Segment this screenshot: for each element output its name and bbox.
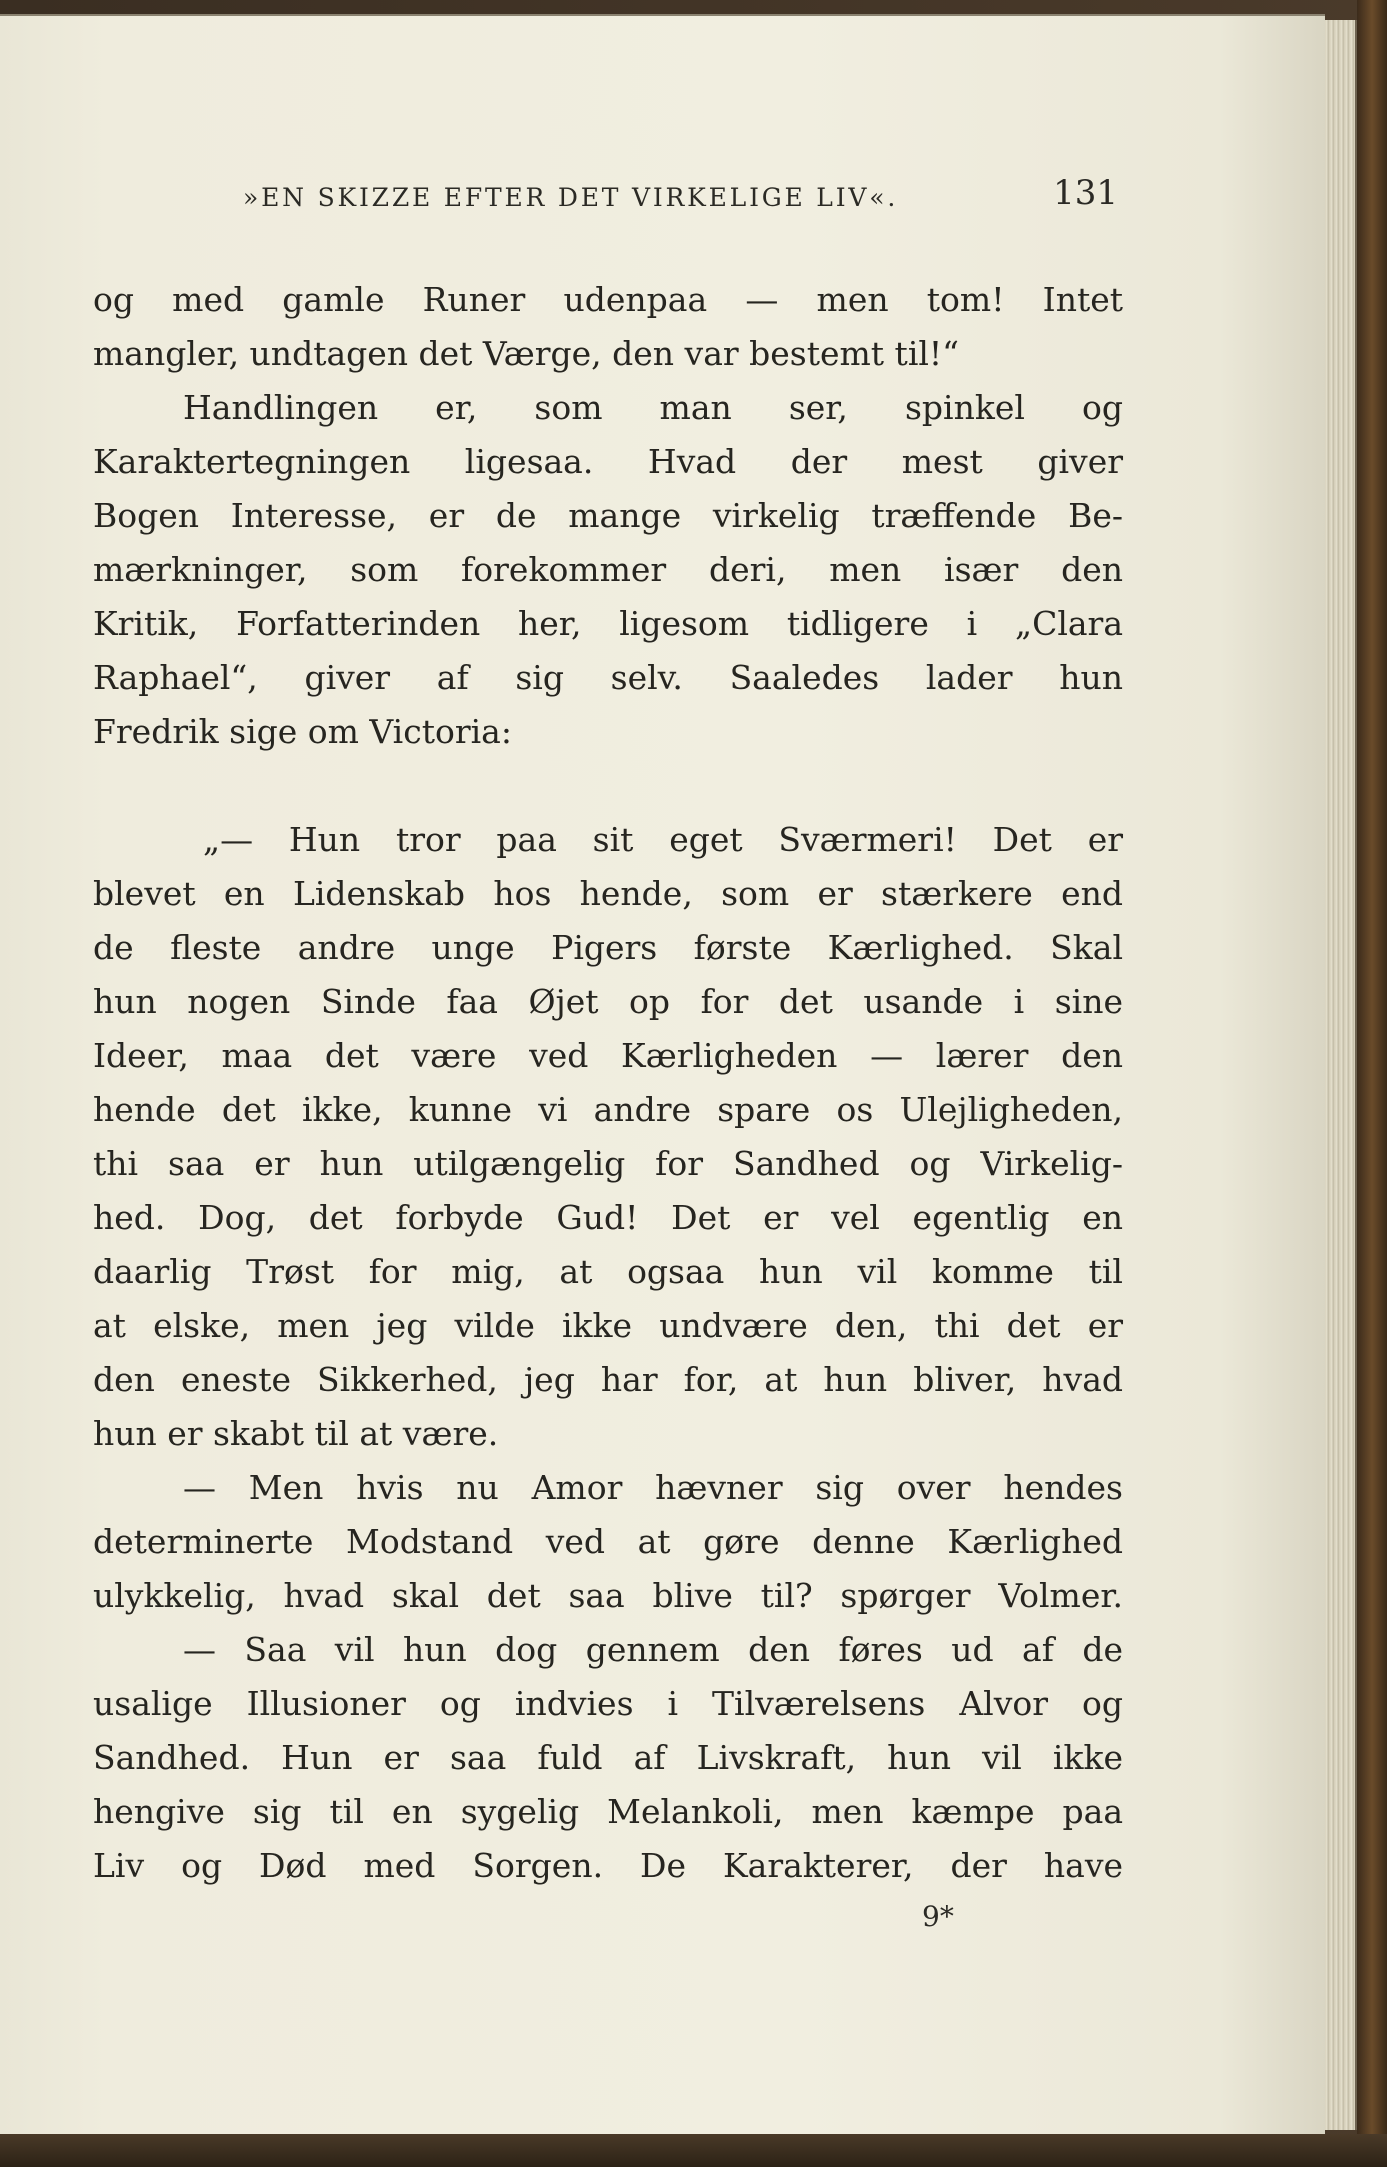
text-line: hed. Dog, det forbyde Gud! Det er vel egentlig en (93, 1198, 1123, 1237)
text-line: mærkninger, som forekommer deri, men især den (93, 550, 1123, 589)
text-line: daarlig Trøst for mig, at ogsaa hun vil komme til (93, 1252, 1123, 1291)
text-line: Kritik, Forfatterinden her, ligesom tidligere i „Clara (93, 604, 1123, 643)
page-edges (1325, 20, 1357, 2130)
text-line: „— Hun tror paa sit eget Sværmeri! Det er (203, 820, 1123, 859)
text-line: Bogen Interesse, er de mange virkelig træffende Be- (93, 496, 1123, 535)
text-line: hende det ikke, kunne vi andre spare os Ulejligheden, (93, 1090, 1123, 1129)
text-line: Sandhed. Hun er saa fuld af Livskraft, hun vil ikke (93, 1738, 1123, 1777)
page-number: 131 (1053, 173, 1118, 213)
book-cover-bottom (0, 2134, 1387, 2167)
text-line: blevet en Lidenskab hos hende, som er stærkere end (93, 874, 1123, 913)
text-line: determinerte Modstand ved at gøre denne Kærlighed (93, 1522, 1123, 1561)
text-line: usalige Illusioner og indvies i Tilværelsens Alvor og (93, 1684, 1123, 1723)
text-line: — Men hvis nu Amor hævner sig over hendes (183, 1468, 1123, 1507)
text-line: ulykkelig, hvad skal det saa blive til? spørger Volmer. (93, 1576, 1123, 1615)
text-line: mangler, undtagen det Værge, den var bestemt til!“ (93, 334, 960, 373)
running-head (243, 175, 1118, 225)
text-line: Karaktertegningen ligesaa. Hvad der mest giver (93, 442, 1123, 481)
text-line: hengive sig til en sygelig Melankoli, men kæmpe paa (93, 1792, 1123, 1831)
text-line: de fleste andre unge Pigers første Kærlighed. Skal (93, 928, 1123, 967)
text-line: thi saa er hun utilgængelig for Sandhed og Virkelig- (93, 1144, 1123, 1183)
text-line: at elske, men jeg vilde ikke undvære den, thi det er (93, 1306, 1123, 1345)
text-line: hun er skabt til at være. (93, 1414, 499, 1453)
text-line: hun nogen Sinde faa Øjet op for det usande i sine (93, 982, 1123, 1021)
signature-mark: 9* (922, 1900, 954, 1933)
text-line: Handlingen er, som man ser, spinkel og (183, 388, 1123, 427)
text-line: — Saa vil hun dog gennem den føres ud af de (183, 1630, 1123, 1669)
text-line: Ideer, maa det være ved Kærligheden — lærer den (93, 1036, 1123, 1075)
text-line: Raphael“, giver af sig selv. Saaledes lader hun (93, 658, 1123, 697)
book-cover-edge (1357, 0, 1387, 2167)
text-line: og med gamle Runer udenpaa — men tom! Intet (93, 280, 1123, 319)
text-line: Fredrik sige om Victoria: (93, 712, 512, 751)
text-line: den eneste Sikkerhed, jeg har for, at hun bliver, hvad (93, 1360, 1123, 1399)
text-line: Liv og Død med Sorgen. De Karakterer, der have (93, 1846, 1123, 1885)
running-head-title: »EN SKIZZE EFTER DET VIRKELIGE LIV«. (243, 183, 899, 212)
